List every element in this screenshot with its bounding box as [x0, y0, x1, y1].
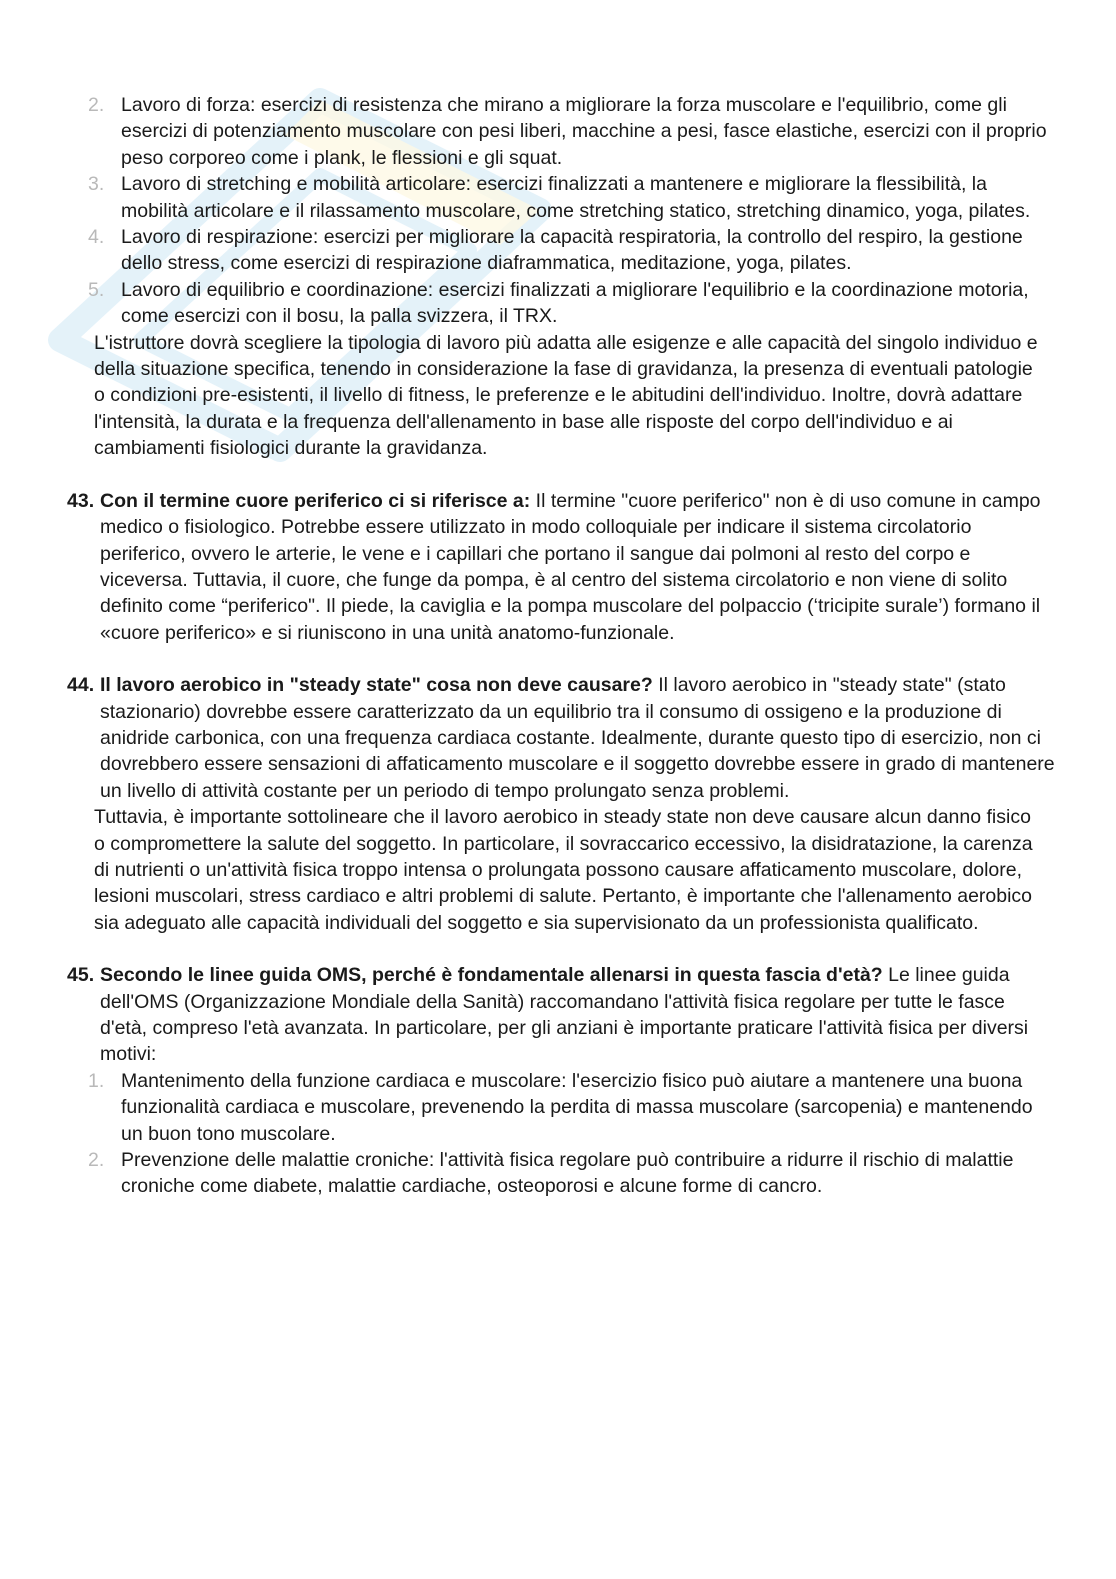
question-43 — [0, 488, 1116, 646]
exercise-types-list — [0, 92, 1116, 330]
question-title: Il lavoro aerobico in "steady state" cosa non deve causare? — [100, 674, 653, 697]
question-title: Secondo le linee guida OMS, perché è fondamentale allenarsi in questa fascia d'età? — [100, 964, 883, 987]
list-item-number: 3. — [88, 173, 105, 196]
list-item-text: Lavoro di stretching e mobilità articolare: esercizi finalizzati a mantenere e migliorare la flessibilità, la mobilità articolare e il rilassamento muscolare, come stretching statico, stretching dinamico, yoga, pilates. — [121, 173, 1031, 222]
question-45 — [0, 962, 1116, 1200]
list-item-number: 1. — [88, 1069, 105, 1092]
list-item — [0, 1068, 1116, 1147]
question-45-text — [0, 962, 1116, 1068]
answer-followup-paragraph: Tuttavia, è importante sottolineare che il lavoro aerobico in steady state non deve causare alcun danno fisico o compromettere la salute del soggetto. In particolare, il sovraccarico eccessivo, la disidratazione, la carenza di nutrienti o un'attività fisica troppo intensa o prolungata possono causare affaticamento muscolare, dolore, lesioni muscolari, stress cardiaco e altri problemi di salute. Pertanto, è importante che l'allenamento aerobico sia adeguato alle capacità individuali del soggetto e sia supervisionato da un professionista qualificato. — [94, 806, 1033, 934]
question-number: 43. — [67, 489, 95, 512]
list-item-text: Lavoro di forza: esercizi di resistenza che mirano a migliorare la forza muscolare e l'equilibrio, come gli esercizi di potenziamento muscolare con pesi liberi, macchine a pesi, fasce elastiche, esercizi con il proprio peso corporeo come i plank, le flessioni e gli squat. — [121, 94, 1047, 169]
question-44-text — [0, 672, 1116, 804]
question-number: 45. — [67, 964, 95, 987]
question-number: 44. — [67, 674, 95, 697]
list-item-text: Lavoro di respirazione: esercizi per migliorare la capacità respiratoria, la controllo del respiro, la gestione dello stress, come esercizi di respirazione diaframmatica, meditazione, yoga, pilates. — [121, 226, 1023, 275]
answer-text: Le linee guida dell'OMS (Organizzazione Mondiale della Sanità) raccomandano l'attività fisica regolare per tutte le fasce d'età, compreso l'età avanzata. In particolare, per gli anziani è importante praticare l'attività fisica per diversi motivi: — [100, 964, 1029, 1066]
elderly-reasons-list — [0, 1068, 1116, 1200]
instructor-paragraph: L'istruttore dovrà scegliere la tipologia di lavoro più adatta alle esigenze e alle capacità del singolo individuo e della situazione specifica, tenendo in considerazione la fase di gravidanza, la presenza di eventuali patologie o condizioni pre-esistenti, il livello di fitness, le preferenze e le abitudini dell'individuo. Inoltre, dovrà adattare l'intensità, la durata e la frequenza dell'allenamento in base alle risposte del corpo dell'individuo e ai cambiamenti fisiologici durante la gravidanza. — [94, 331, 1038, 460]
list-item-text: Mantenimento della funzione cardiaca e muscolare: l'esercizio fisico può aiutare a mantenere una buona funzionalità cardiaca e muscolare, prevenendo la perdita di massa muscolare (sarcopenia) e mantenendo un buon tono muscolare. — [121, 1069, 1033, 1145]
answer-text: Il lavoro aerobico in "steady state" (stato stazionario) dovrebbe essere caratterizzato da un equilibrio tra il consumo di ossigeno e la produzione di anidride carbonica, con una frequenza cardiaca costante. Idealmente, durante questo tipo di esercizio, non ci dovrebbero essere sensazioni di affaticamento muscolare e il soggetto dovrebbe essere in grado di mantenere un livello di attività costante per un periodo di tempo prolungato senza problemi. — [100, 674, 1055, 802]
list-item-number: 4. — [88, 226, 105, 249]
list-item-number: 5. — [88, 278, 105, 301]
list-item-number: 2. — [88, 94, 105, 116]
document-content — [0, 92, 1116, 1200]
list-item-number: 2. — [88, 1149, 105, 1172]
question-43-text — [0, 488, 1116, 646]
list-item-text: Lavoro di equilibrio e coordinazione: esercizi finalizzati a migliorare l'equilibrio e la coordinazione motoria, come esercizi con il bosu, la palla svizzera, il TRX. — [121, 278, 1029, 328]
question-44 — [0, 672, 1116, 936]
list-item — [0, 1147, 1116, 1200]
list-item-text: Prevenzione delle malattie croniche: l'attività fisica regolare può contribuire a ridurre il rischio di malattie croniche come diabete, malattie cardiache, osteoporosi e alcune forme di cancro. — [121, 1149, 1014, 1198]
list-item — [0, 92, 1116, 171]
list-item — [0, 277, 1116, 330]
list-item — [0, 171, 1116, 224]
list-item — [0, 224, 1116, 277]
answer-text: Il termine "cuore periferico" non è di uso comune in campo medico o fisiologico. Potrebbe essere utilizzato in modo colloquiale per indicare il sistema circolatorio periferico, ovvero le arterie, le vene e i capillari che portano il sangue dai polmoni al resto del corpo e viceversa. Tuttavia, il cuore, che funge da pompa, è al centro del sistema circolatorio e non viene di solito definito come “periferico". Il piede, la caviglia e la pompa muscolare del polpaccio (‘tricipite surale’) formano il «cuore periferico» e si riuniscono in una unità anatomo-funzionale. — [100, 489, 1041, 644]
question-title: Con il termine cuore periferico ci si riferisce a: — [100, 489, 531, 512]
